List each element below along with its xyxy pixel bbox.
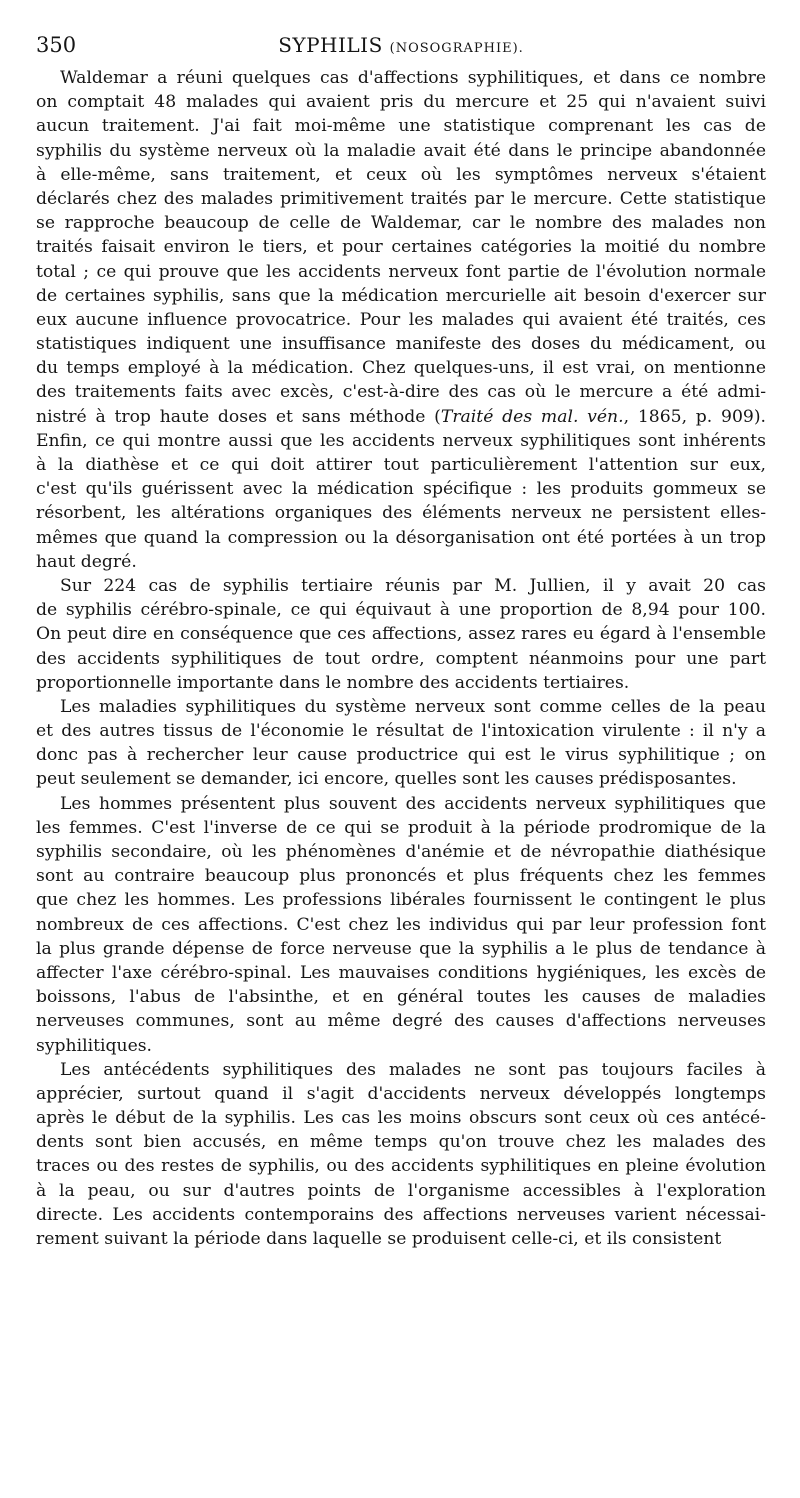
text-line: traces ou des restes de syphilis, ou des accidents syphilitiques en pleine évolution (36, 1156, 766, 1177)
text-line: c'est qu'ils guérissent avec la médication spécifique : les produits gommeux se (36, 479, 766, 500)
text-line: total ; ce qui prouve que les accidents nerveux font partie de l'évolution normale (36, 261, 766, 282)
text-line: à la peau, ou sur d'autres points de l'organisme accessibles à l'exploration (36, 1180, 766, 1201)
text-line: Les hommes présentent plus souvent des accidents nerveux syphilitiques que (60, 793, 766, 814)
text-line: nerveuses communes, sont au même degré des causes d'affections nerveuses (36, 1011, 766, 1032)
text-line: du temps employé à la médication. Chez quelques-uns, il est vrai, on mentionne (36, 358, 766, 379)
text-line: syphilis secondaire, où les phénomènes d'anémie et de névropathie diathésique (36, 842, 766, 862)
paragraph (36, 792, 766, 1058)
text-line: peut seulement se demander, ici encore, quelles sont les causes prédisposantes. (36, 769, 737, 790)
text-line: traités faisait environ le tiers, et pour certaines catégories la moitié du nombre (36, 237, 766, 258)
text-line: déclarés chez des malades primitivement traités par le mercure. Cette statistique (36, 188, 766, 209)
text-line: se rapproche beaucoup de celle de Waldemar, car le nombre des malades non (36, 213, 766, 234)
text-line: après le début de la syphilis. Les cas les moins obscurs sont ceux où ces antécé- (36, 1108, 766, 1129)
paragraph (36, 695, 766, 792)
text-line: Les antécédents syphilitiques des malades ne sont pas toujours faciles à (60, 1059, 766, 1080)
text-line: syphilitiques. (36, 1035, 153, 1056)
text-line: on comptait 48 malades qui avaient pris du mercure et 25 qui n'avaient suivi (36, 92, 766, 113)
text-line: des accidents syphilitiques de tout ordre, comptent néanmoins pour une part (36, 648, 766, 669)
text-line: Enfin, ce qui montre aussi que les accidents nerveux syphilitiques sont inhérents (36, 430, 766, 451)
running-head-subtitle: (NOSOGRAPHIE). (389, 41, 524, 56)
text-line: Waldemar a réuni quelques cas d'affections syphilitiques, et dans ce nombre (60, 68, 766, 88)
text-line: apprécier, surtout quand il s'agit d'accidents nerveux développés longtemps (36, 1083, 766, 1104)
text-line: boissons, l'abus de l'absinthe, et en général toutes les causes de maladies (36, 987, 766, 1008)
paragraph (36, 574, 766, 695)
text-line: eux aucune influence provocatrice. Pour les malades qui avaient été traités, ces (36, 309, 766, 330)
text-line: Sur 224 cas de syphilis tertiaire réunis par M. Jullien, il y avait 20 cas (60, 575, 766, 596)
text-line: affecter l'axe cérébro-spinal. Les mauvaises conditions hygiéniques, les excès de (36, 962, 766, 983)
text-line: et des autres tissus de l'économie le résultat de l'intoxication virulente : il n'y a (36, 721, 766, 742)
text-line: aucun traitement. J'ai fait moi-même une statistique comprenant les cas de (36, 116, 766, 137)
text-line: que chez les hommes. Les professions libérales fournissent le contingent le plus (36, 890, 766, 911)
text-line: directe. Les accidents contemporains des affections nerveuses varient nécessai- (36, 1204, 766, 1225)
text-line: des traitements faits avec excès, c'est-à-dire des cas où le mercure a été admi- (36, 382, 766, 403)
text-line: à la diathèse et ce qui doit attirer tout particulièrement l'attention sur eux, (36, 455, 766, 475)
text-line: nombreux de ces affections. C'est chez les individus qui par leur profession font (36, 914, 766, 935)
text-line: donc pas à rechercher leur cause productrice qui est le virus syphilitique ; on (36, 745, 766, 766)
text-line: mêmes que quand la compression ou la désorganisation ont été portées à un trop (36, 527, 766, 548)
text-line: les femmes. C'est l'inverse de ce qui se produit à la période prodromique de la (36, 817, 766, 838)
text-line: de syphilis cérébro-spinale, ce qui équivaut à une proportion de 8,94 pour 100. (36, 600, 766, 621)
paragraph (36, 66, 766, 574)
page-header (36, 30, 766, 60)
text-line: sont au contraire beaucoup plus prononcés et plus fréquents chez les femmes (36, 866, 766, 887)
text-line: Les maladies syphilitiques du système nerveux sont comme celles de la peau (60, 696, 766, 717)
paragraph (36, 1058, 766, 1252)
text-line: rement suivant la période dans laquelle se produisent celle-ci, et ils consistent (36, 1229, 722, 1249)
text-line: proportionnelle importante dans le nombre des accidents tertiaires. (36, 672, 630, 693)
text-line: de certaines syphilis, sans que la médication mercurielle ait besoin d'exercer sur (36, 285, 766, 306)
text-line: syphilis du système nerveux où la maladie avait été dans le principe abandonnée (36, 140, 766, 161)
text-line: nistré à trop haute doses et sans méthode (Traité des mal. vén., 1865, p. 909). (36, 406, 766, 427)
running-head-title: SYPHILIS (278, 33, 383, 57)
text-line: haut degré. (36, 551, 137, 572)
text-line: statistiques indiquent une insuffisance manifeste des doses du médicament, ou (36, 334, 766, 355)
text-line: résorbent, les altérations organiques des éléments nerveux ne persistent elles- (36, 503, 766, 524)
page-number: 350 (36, 33, 77, 57)
text-line: On peut dire en conséquence que ces affections, assez rares eu égard à l'ensemble (36, 624, 766, 645)
text-line: dents sont bien accusés, en même temps qu'on trouve chez les malades des (36, 1132, 766, 1153)
text-line: à elle-même, sans traitement, et ceux où les symptômes nerveux s'étaient (36, 164, 766, 185)
text-line: la plus grande dépense de force nerveuse que la syphilis a le plus de tendance à (36, 938, 766, 959)
body-text (36, 66, 766, 1251)
running-head (36, 30, 766, 64)
